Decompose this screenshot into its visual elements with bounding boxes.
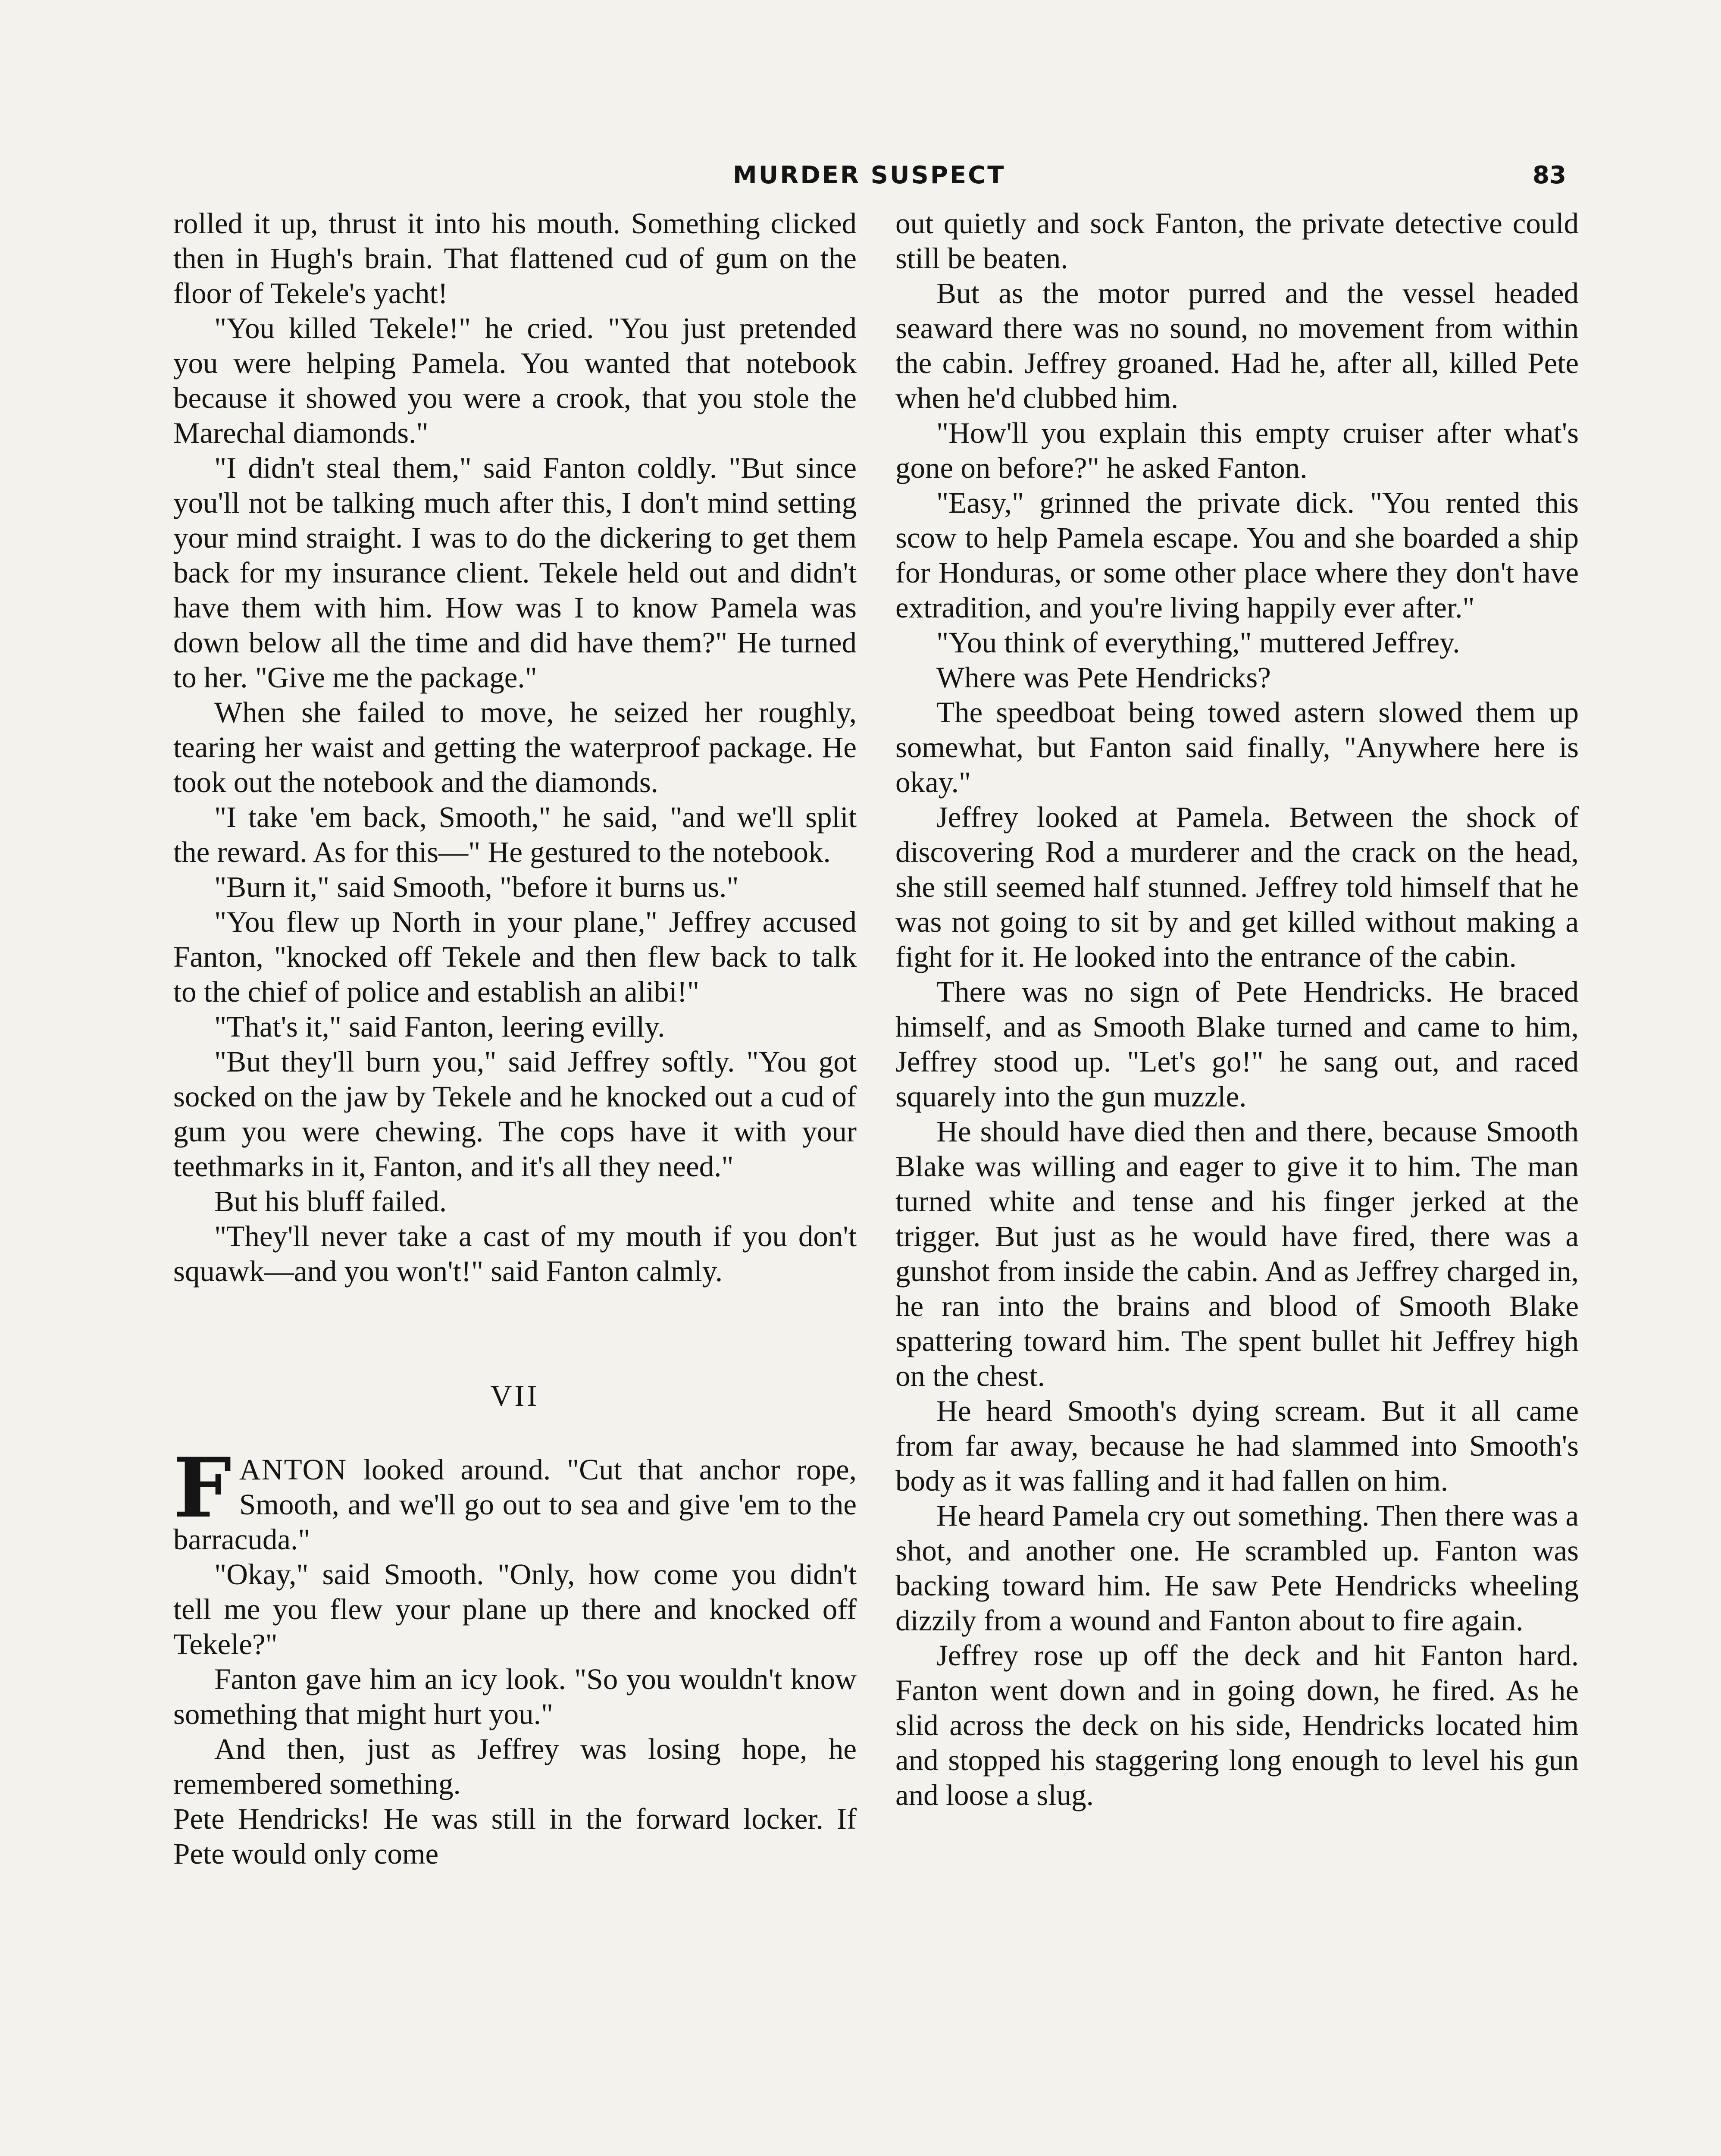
paragraph: But as the motor purred and the vessel headed seaward there was no sound, no movement from within the cabin. Jeffrey groaned. Had he, after all, killed Pete when he'd clubbed him.	[895, 277, 1579, 414]
paragraph: There was no sign of Pete Hendricks. He braced himself, and as Smooth Blake turned and came to him, Jeffrey stood up. "Let's go!" he sang out, and raced squarely into the gun muzzle.	[895, 975, 1579, 1113]
paragraph: "They'll never take a cast of my mouth if you don't squawk—and you won't!" said Fanton calmly.	[173, 1220, 857, 1288]
paragraph: He heard Pamela cry out something. Then there was a shot, and another one. He scrambled up. Fanton was backing toward him. He saw Pete Hendricks wheeling dizzily from a wound and Fanton about to fire again.	[895, 1499, 1579, 1637]
left-column	[173, 206, 857, 1871]
paragraph: "But they'll burn you," said Jeffrey softly. "You got socked on the jaw by Tekele and he knocked out a cud of gum you were chewing. The cops have it with your teethmarks in it, Fanton, and it's all they need."	[173, 1045, 857, 1183]
running-title: MURDER SUSPECT	[733, 161, 1006, 189]
right-column	[895, 206, 1579, 1813]
chapter-heading: VII	[490, 1379, 540, 1412]
paragraph: "Easy," grinned the private dick. "You rented this scow to help Pamela escape. You and she boarded a ship for Honduras, or some other place where they don't have extradition, and you're living happily ever after."	[895, 486, 1579, 624]
chapter-opening-paragraph	[173, 1440, 857, 1557]
paragraph: But his bluff failed.	[214, 1185, 447, 1218]
paragraph: Fanton gave him an icy look. "So you wouldn't know something that might hurt you."	[173, 1663, 857, 1730]
paragraph: "You think of everything," muttered Jeffrey.	[936, 626, 1460, 659]
page-number: 83	[1533, 161, 1566, 189]
paragraph: He heard Smooth's dying scream. But it all came from far away, because he had slammed into Smooth's body as it was falling and it had fallen on him.	[895, 1395, 1579, 1497]
paragraph: Jeffrey looked at Pamela. Between the shock of discovering Rod a murderer and the crack on the head, she still seemed half stunned. Jeffrey told himself that he was not going to sit by and get killed without making a fight for it. He looked into the entrance of the cabin.	[895, 801, 1579, 973]
paragraph: "How'll you explain this empty cruiser after what's gone on before?" he asked Fanton.	[895, 417, 1579, 484]
paragraph: "I take 'em back, Smooth," he said, "and we'll split the reward. As for this—" He gestured to the notebook.	[173, 801, 857, 868]
paragraph: "You flew up North in your plane," Jeffrey accused Fanton, "knocked off Tekele and then flew back to talk to the chief of police and establish an alibi!"	[173, 906, 857, 1008]
paragraph: rolled it up, thrust it into his mouth. Something clicked then in Hugh's brain. That flattened cud of gum on the floor of Tekele's yacht!	[173, 207, 857, 310]
chapter-first-word: ANTON	[239, 1453, 347, 1486]
paragraph: "Burn it," said Smooth, "before it burns us."	[214, 871, 739, 903]
paragraph: He should have died then and there, because Smooth Blake was willing and eager to give it to him. The man turned white and tense and his finger jerked at the trigger. But just as he would have fired, there was a gunshot from inside the cabin. And as Jeffrey charged in, he ran into the brains and blood of Smooth Blake spattering toward him. The spent bullet hit Jeffrey high on the chest.	[895, 1115, 1579, 1392]
paragraph: "Okay," said Smooth. "Only, how come you didn't tell me you flew your plane up there and knocked off Tekele?"	[173, 1558, 857, 1661]
paragraph: out quietly and sock Fanton, the private detective could still be beaten.	[895, 207, 1579, 275]
paragraph: When she failed to move, he seized her roughly, tearing her waist and getting the waterproof package. He took out the notebook and the diamonds.	[173, 696, 857, 799]
paragraph: And then, just as Jeffrey was losing hope, he remembered something.	[173, 1733, 857, 1800]
paragraph: "I didn't steal them," said Fanton coldly. "But since you'll not be talking much after this, I don't mind setting your mind straight. I was to do the dickering to get them back for my insurance client. Tekele held out and didn't have them with him. How was I to know Pamela was down below all the time and did have them?" He turned to her. "Give me the package."	[173, 451, 857, 694]
paragraph: Jeffrey rose up off the deck and hit Fanton hard. Fanton went down and in going down, he fired. As he slid across the deck on his side, Hendricks located him and stopped his staggering long enough to level his gun and loose a slug.	[895, 1639, 1579, 1811]
paragraph: Where was Pete Hendricks?	[936, 661, 1271, 694]
drop-cap: F	[173, 1440, 232, 1536]
paragraph: The speedboat being towed astern slowed them up somewhat, but Fanton said finally, "Anywhere here is okay."	[895, 696, 1579, 799]
paragraph: "You killed Tekele!" he cried. "You just pretended you were helping Pamela. You wanted that notebook because it showed you were a crook, that you stole the Marechal diamonds."	[173, 312, 857, 449]
paragraph: "That's it," said Fanton, leering evilly.	[214, 1010, 665, 1043]
chapter-first-paragraph-text: looked around. "Cut that anchor rope, Smooth, and we'll go out to sea and give 'em to the barracuda."	[173, 1453, 857, 1556]
paragraph: Pete Hendricks! He was still in the forward locker. If Pete would only come	[173, 1802, 857, 1870]
